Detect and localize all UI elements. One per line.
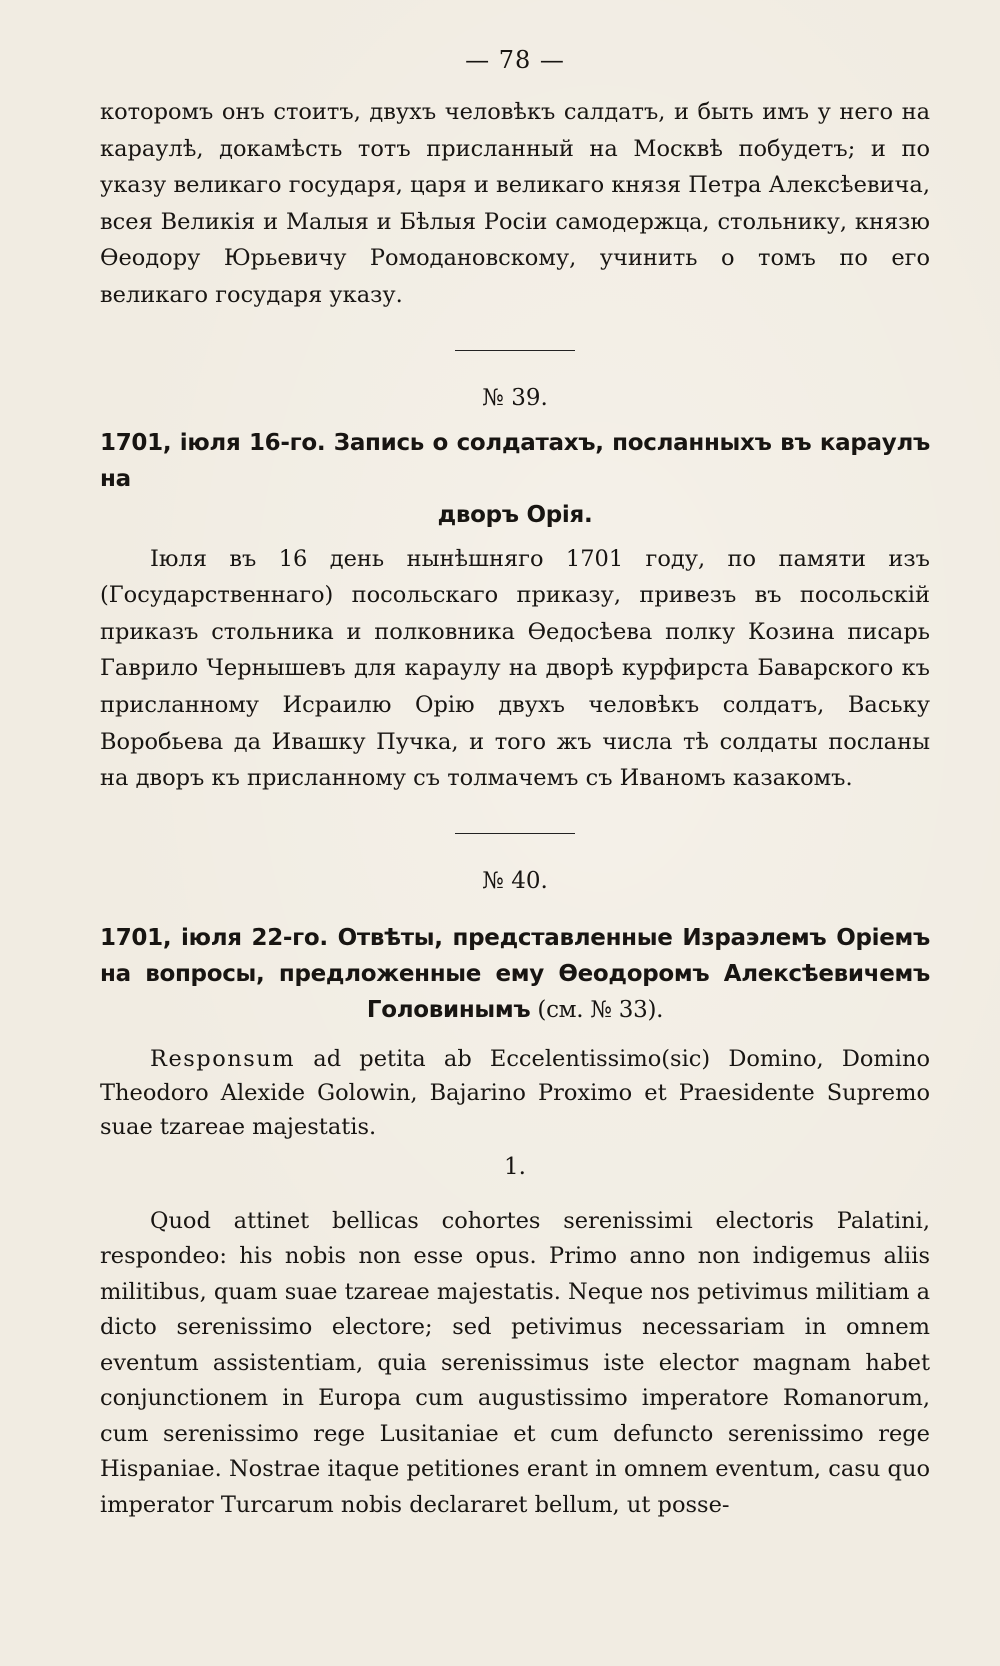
document-number: № 39. xyxy=(482,384,548,411)
page-number: — 78 — xyxy=(465,46,565,74)
document-39 xyxy=(100,385,930,797)
heading-line: дворъ Орія. xyxy=(437,501,593,528)
section-number: 1. xyxy=(504,1153,526,1180)
document-body: Іюля въ 16 день нынѣшняго 1701 году, по памяти изъ (Государственнаго) посольскаго приказу, привезъ въ посольскій приказъ стольника и полковника Ѳедосѣева полку Козина писарь Гаврило Чернышевъ для караулу на дворѣ курфирста Баварского къ присланному Исраилю Орію двухъ человѣкъ солдатъ, Ваську Воробьева да Ивашку Пучка, и того жъ числа тѣ солдаты посланы на дворъ къ присланному съ толмачемъ съ Иваномъ казакомъ. xyxy=(100,545,930,792)
document-number: № 40. xyxy=(482,867,548,894)
latin-title xyxy=(100,1042,930,1144)
opening-paragraph: которомъ онъ стоитъ, двухъ человѣкъ салдатъ, и быть имъ у него на караулѣ, докамѣсть тотъ присланный на Москвѣ побудетъ; и по указу великаго государя, царя и великаго князя Петра Алексѣевича, всея Великія и Малыя и Бѣлыя Росіи самодержца, стольнику, князю Ѳеодору Юрьевичу Ромодановскому, учинить о томъ по его великаго государя указу. xyxy=(100,99,930,308)
section-divider xyxy=(455,350,575,351)
heading-line: 1701, іюля 16-го. Запись о солдатахъ, посланныхъ въ караулъ на xyxy=(100,429,930,492)
heading-text: 1701, іюля 22-го. Отвѣты, представленные Израэлемъ Оріемъ на вопросы, предложенные ему Ѳеодоромъ Алексѣевичемъ Головинымъ xyxy=(100,924,930,1023)
section-divider xyxy=(455,833,575,834)
document-heading xyxy=(100,425,930,533)
latin-title-lead: Responsum xyxy=(150,1045,296,1072)
document-heading xyxy=(100,920,930,1028)
latin-title-rest: ad petita ab Eccelentissimo(sic) Domino, Domino Theodoro Alexide Golowin, Bajarino Proximo et Praesidente Supremo suae tzareae majestatis. xyxy=(100,1045,930,1140)
document-40 xyxy=(100,868,930,1524)
heading-reference: (см. № 33). xyxy=(530,996,664,1023)
latin-body: Quod attinet bellicas cohortes serenissimi electoris Palatini, respondeo: his nobis non esse opus. Primo anno non indigemus aliis militibus, quam suae tzareae majestatis. Neque nos petivimus militiam a dicto serenissimo electore; sed petivimus necessariam in omnem eventum assistentiam, quia serenissimus iste elector magnam habet conjunctionem in Europa cum augustissimo imperatore Romanorum, cum serenissimo rege Lusitaniae et cum defuncto serenissimo rege Hispaniae. Nostrae itaque petitiones erant in omnem eventum, casu quo imperator Turcarum nobis declararet bellum, ut posse- xyxy=(100,1207,930,1518)
